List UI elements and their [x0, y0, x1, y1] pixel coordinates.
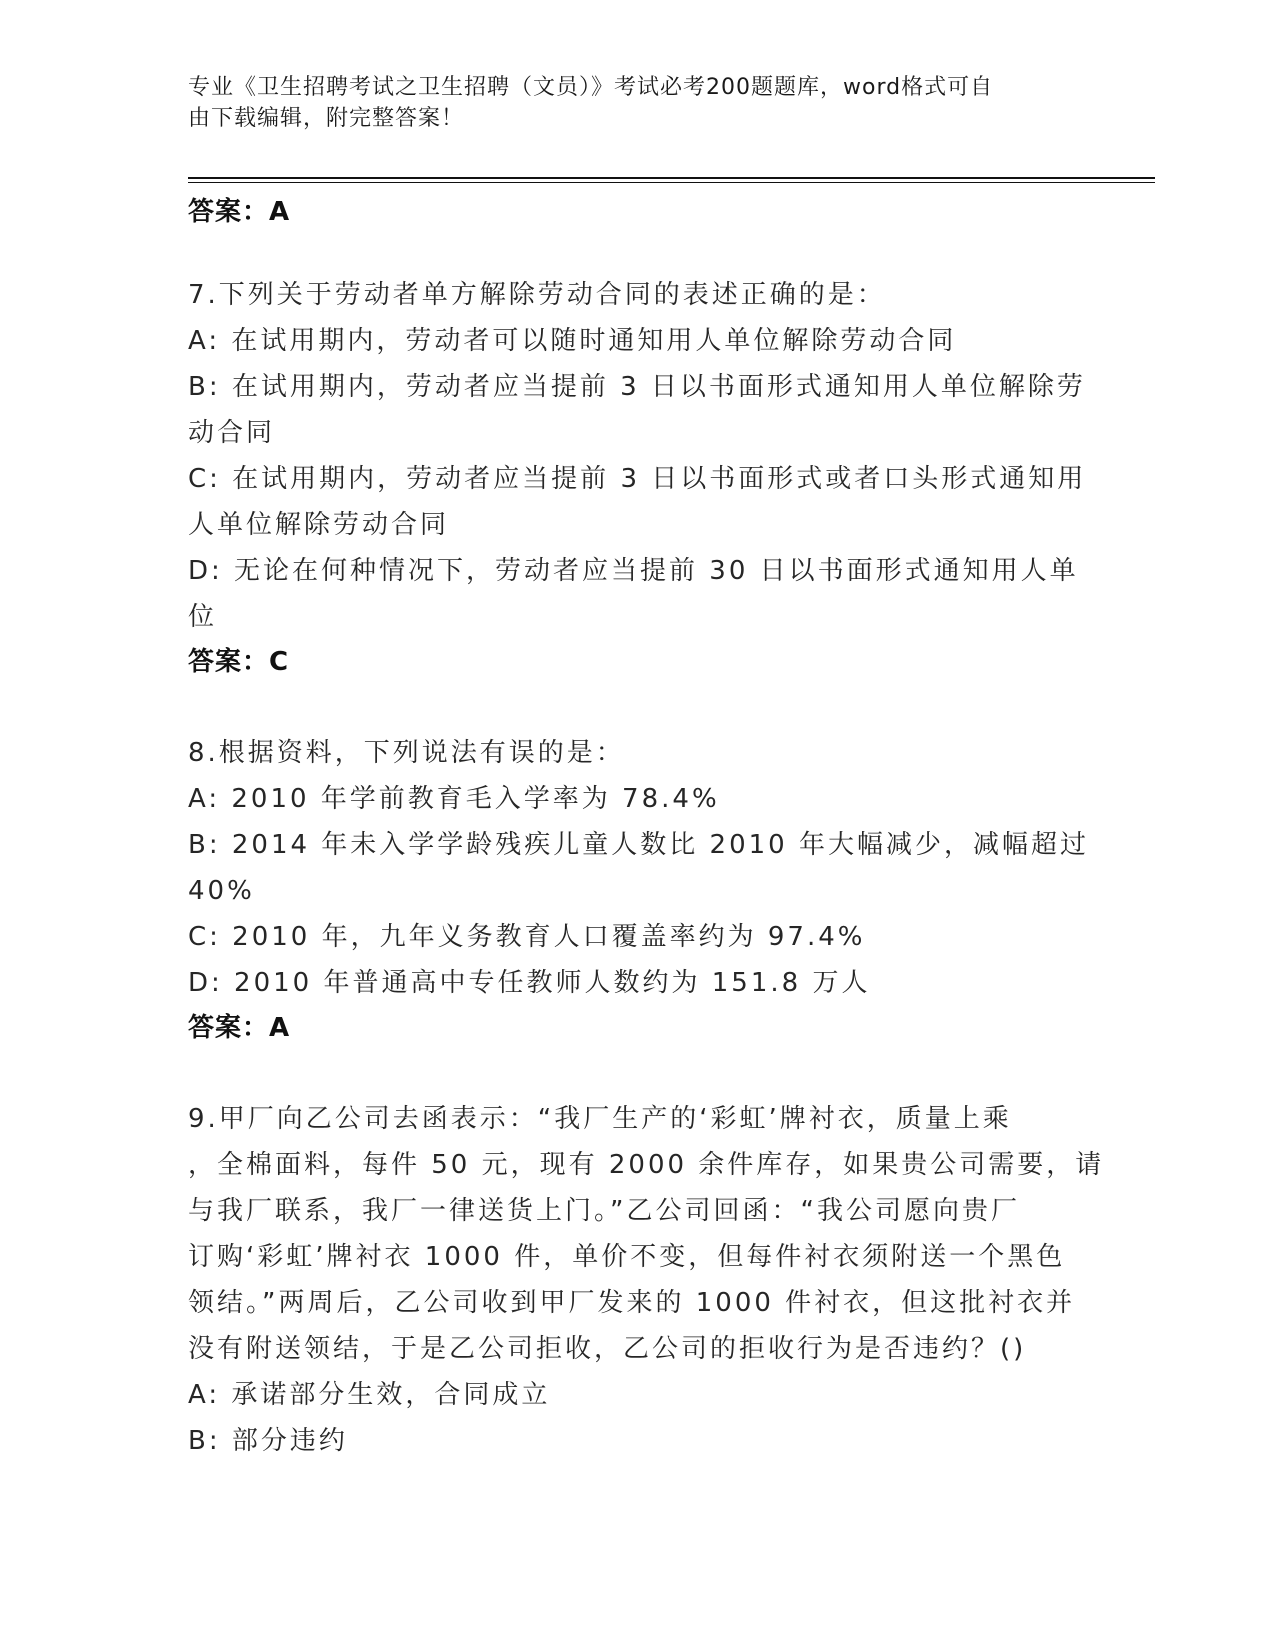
question-8-option-d: D: 2010 年普通高中专任教师人数约为 151.8 万人 — [188, 968, 871, 998]
question-9-stem-line2: ，全棉面料，每件 50 元，现有 2000 余件库存，如果贵公司需要，请 — [188, 1150, 1105, 1180]
question-7-option-d-line1: D: 无论在何种情况下，劳动者应当提前 30 日以书面形式通知用人单 — [188, 556, 1079, 586]
question-7-option-c-line1: C: 在试用期内，劳动者应当提前 3 日以书面形式或者口头形式通知用 — [188, 464, 1087, 494]
question-7-stem: 7.下列关于劳动者单方解除劳动合同的表述正确的是： — [188, 280, 886, 310]
question-9 — [188, 1096, 1105, 1464]
question-9-stem-line6: 没有附送领结，于是乙公司拒收，乙公司的拒收行为是否违约？() — [188, 1334, 1027, 1364]
question-9-option-a: A: 承诺部分生效，合同成立 — [188, 1380, 551, 1410]
question-7-answer: 答案：C — [188, 647, 290, 677]
answer-previous: 答案：A — [188, 197, 291, 227]
question-7-option-a: A: 在试用期内，劳动者可以随时通知用人单位解除劳动合同 — [188, 326, 957, 356]
header-rule-thick — [188, 177, 1155, 179]
question-8-option-b-line2: 40% — [188, 876, 255, 906]
question-7-option-d-line2: 位 — [188, 602, 218, 632]
question-9-stem-line4: 订购‘彩虹’牌衬衣 1000 件，单价不变，但每件衬衣须附送一个黑色 — [188, 1242, 1066, 1272]
question-8-option-c: C: 2010 年，九年义务教育人口覆盖率约为 97.4% — [188, 922, 866, 952]
question-7-option-b-line1: B: 在试用期内，劳动者应当提前 3 日以书面形式通知用人单位解除劳 — [188, 372, 1086, 402]
question-8-stem: 8.根据资料，下列说法有误的是： — [188, 738, 625, 768]
question-8-option-b-line1: B: 2014 年未入学学龄残疾儿童人数比 2010 年大幅减少，减幅超过 — [188, 830, 1089, 860]
question-9-stem-line1: 9.甲厂向乙公司去函表示：“我厂生产的‘彩虹’牌衬衣，质量上乘 — [188, 1104, 1012, 1134]
question-9-stem-line3: 与我厂联系，我厂一律送货上门。”乙公司回函：“我公司愿向贵厂 — [188, 1196, 1020, 1226]
question-8-option-a: A: 2010 年学前教育毛入学率为 78.4% — [188, 784, 720, 814]
header-line-2: 由下载编辑，附完整答案！ — [188, 106, 465, 131]
header-rule-thin — [188, 182, 1155, 183]
question-9-stem-line5: 领结。”两周后，乙公司收到甲厂发来的 1000 件衬衣，但这批衬衣并 — [188, 1288, 1076, 1318]
question-8 — [188, 730, 1089, 1050]
document-body — [188, 190, 1105, 1464]
header-line-1: 专业《卫生招聘考试之卫生招聘（文员）》考试必考200题题库，word格式可自 — [188, 75, 994, 100]
question-7-option-c-line2: 人单位解除劳动合同 — [188, 510, 450, 540]
question-7 — [188, 272, 1087, 684]
document-header — [188, 72, 1068, 134]
question-9-option-b: B: 部分违约 — [188, 1426, 348, 1456]
question-8-answer: 答案：A — [188, 1013, 291, 1043]
question-7-option-b-line2: 动合同 — [188, 418, 276, 448]
